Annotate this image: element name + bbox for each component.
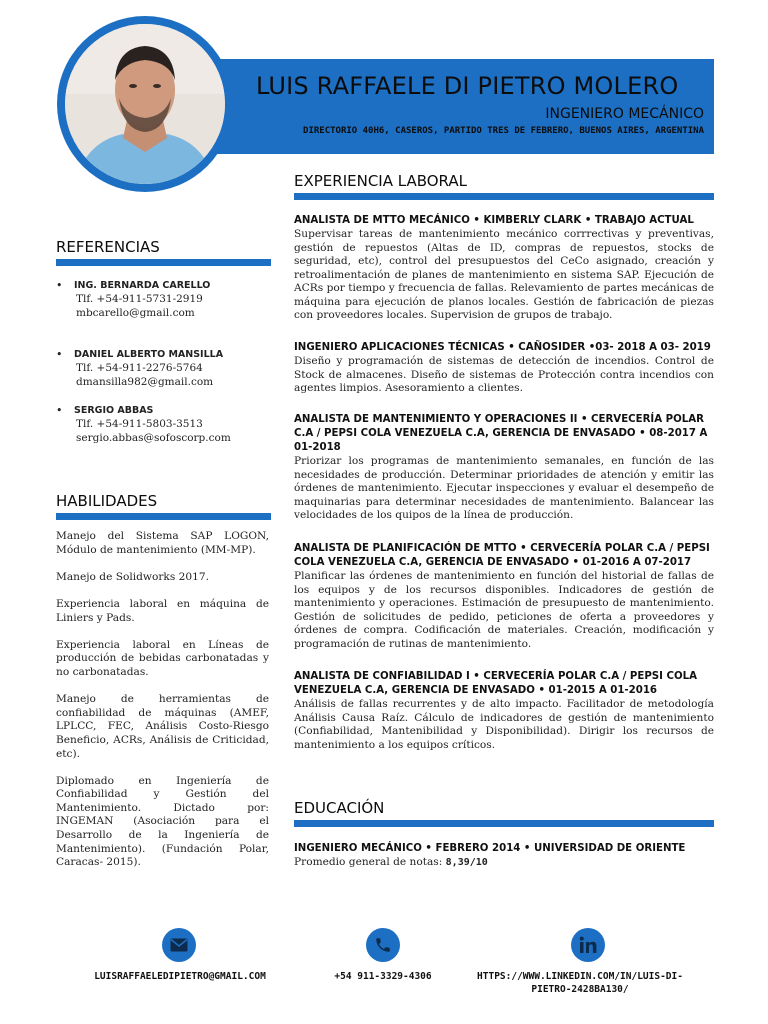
skill-item: Manejo del Sistema SAP LOGON, Módulo de mantenimiento (MM-MP). (56, 530, 269, 556)
reference-name: DANIEL ALBERTO MANSILLA (74, 349, 224, 360)
linkedin-icon[interactable] (571, 928, 605, 962)
job-entry (294, 670, 714, 752)
reference-item (56, 279, 271, 320)
reference-phone: Tlf. +54-911-2276-5764 (76, 362, 203, 374)
job-title: ANALISTA DE MANTENIMIENTO Y OPERACIONES II • CERVECERÍA POLAR C.A / PEPSI COLA VENEZUELA C.A, GERENCIA DE ENVASADO • 08-2017 A 01-2018 (294, 414, 708, 453)
job-entry (294, 542, 714, 651)
job-title: INGENIERO APLICACIONES TÉCNICAS • CAÑOSIDER •03- 2018 A 03- 2019 (294, 342, 711, 353)
bullet: • (56, 348, 63, 361)
reference-item (56, 404, 271, 445)
reference-name: SERGIO ABBAS (74, 405, 154, 416)
reference-phone: Tlf. +54-911-5731-2919 (76, 293, 203, 305)
skill-item: Diplomado en Ingeniería de Confiabilidad y Gestión del Mantenimiento. Dictado por: INGEMAN (Asociación para el Desarrollo de la Ingeniería de Mantenimiento). (Fundación Polar, Caracas- 2015). (56, 774, 269, 869)
reference-email[interactable]: mbcarello@gmail.com (76, 307, 195, 319)
education-grade (294, 856, 714, 870)
reference-item (56, 348, 271, 389)
grade-label: Promedio general de notas: (294, 856, 446, 868)
job-description: Priorizar los programas de mantenimiento semanales, en función de las necesidades de producción. Determinar prioridades de atención y emitir las órdenes de mantenimiento. Ejecutar inspecciones y evaluar el desempeño de maquinarias para determinar necesidades de mantenimiento. Balancear las velocidades de los quipos de la línea de producción. (294, 455, 714, 521)
job-description: Diseño y programación de sistemas de detección de incendios. Control de Stock de almacenes. Diseño de sistemas de Protección contra incendios con agentes limpios. Asesoramiento a clientes. (294, 355, 714, 394)
experience-bar (294, 193, 714, 200)
bullet: • (56, 279, 63, 292)
reference-email[interactable]: dmansilla982@gmail.com (76, 376, 214, 388)
skill-item: Experiencia laboral en máquina de Liniers y Pads. (56, 597, 269, 624)
job-entry (294, 214, 714, 323)
references-title: REFERENCIAS (56, 238, 160, 256)
job-entry (294, 413, 714, 523)
profile-photo (65, 24, 225, 184)
education-degree: INGENIERO MECÁNICO • FEBRERO 2014 • UNIVERSIDAD DE ORIENTE (294, 843, 686, 854)
footer-phone[interactable]: +54 911-3329-4306 (334, 971, 432, 982)
grade-value: 8,39/10 (445, 857, 488, 868)
education-entry (294, 842, 714, 870)
reference-name: ING. BERNARDA CARELLO (74, 280, 211, 291)
skill-item: Manejo de herramientas de confiabilidad de máquinas (AMEF, LPLCC, FEC, Análisis Costo-Riesgo Beneficio, ACRs, Análisis de Criticidad, etc). (56, 693, 269, 760)
skill-item: Experiencia laboral en Líneas de producción de bebidas carbonatadas y no carbonatadas. (56, 638, 269, 678)
references-list (56, 279, 271, 445)
skills-title: HABILIDADES (56, 492, 158, 510)
footer-email[interactable]: LUISRAFFAELEDIPIETRO@GMAIL.COM (94, 971, 266, 982)
education-title: EDUCACIÓN (294, 799, 385, 817)
footer-linkedin[interactable]: HTTPS://WWW.LINKEDIN.COM/IN/LUIS-DI-PIETRO-2428BA130/ (477, 971, 683, 995)
candidate-address: DIRECTORIO 40H6, CASEROS, PARTIDO TRES DE FEBRERO, BUENOS AIRES, ARGENTINA (303, 126, 704, 136)
reference-email[interactable]: sergio.abbas@sofoscorp.com (76, 432, 231, 444)
bullet: • (56, 404, 63, 417)
skills-list (56, 530, 269, 883)
skills-bar (56, 513, 271, 520)
candidate-role: INGENIERO MECÁNICO (545, 106, 704, 122)
job-description: Análisis de fallas recurrentes y de alto impacto. Facilitador de metodología Análisis Causa Raíz. Cálculo de indicadores de gestión de mantenimiento (Confiabilidad, Mantenibilidad y Disponibilidad). Dirigir los recursos de mantenimiento a los equipos críticos. (294, 698, 714, 751)
job-title: ANALISTA DE PLANIFICACIÓN DE MTTO • CERVECERÍA POLAR C.A / PEPSI COLA VENEZUELA C.A, GERENCIA DE ENVASADO • 01-2016 A 07-2017 (294, 543, 710, 568)
phone-icon[interactable] (366, 928, 400, 962)
job-title: ANALISTA DE MTTO MECÁNICO • KIMBERLY CLARK • TRABAJO ACTUAL (294, 215, 694, 226)
experience-title: EXPERIENCIA LABORAL (294, 172, 467, 190)
education-bar (294, 820, 714, 827)
candidate-name: LUIS RAFFAELE DI PIETRO MOLERO (256, 72, 679, 100)
job-entry (294, 341, 714, 396)
references-bar (56, 259, 271, 266)
mail-icon[interactable] (162, 928, 196, 962)
skill-item: Manejo de Solidworks 2017. (56, 570, 209, 583)
reference-phone: Tlf. +54-911-5803-3513 (76, 418, 203, 430)
job-description: Planificar las órdenes de mantenimiento en función del historial de fallas de los equipos y de los recursos disponibles. Indicadores de gestión de mantenimiento y operaciones. Estimación de presupuesto de mantenimiento. Gestión de solicitudes de pedido, peticiones de oferta a proveedores y órdenes de compra. Codificación de materiales. Creación, modificación y programación de rutinas de mantenimiento. (294, 570, 714, 650)
job-title: ANALISTA DE CONFIABILIDAD I • CERVECERÍA POLAR C.A / PEPSI COLA VENEZUELA C.A, GERENCIA DE ENVASADO • 01-2015 A 01-2016 (294, 671, 697, 696)
job-description: Supervisar tareas de mantenimiento mecánico corrrectivas y preventivas, gestión de repuestos (Altas de ID, compras de repuestos, stocks de seguridad, etc), control del presupuestos del CeCo asignado, creación y retroalimentación de planes de mantenimiento en sistema SAP. Ejecución de ACRs por tiempo y frecuencia de fallas. Relevamiento de partes mecánicas de máquina para ejecución de planos locales. Gestión de fabricación de piezas con proveedores locales. Supervision de grupos de trabajo. (294, 228, 714, 321)
